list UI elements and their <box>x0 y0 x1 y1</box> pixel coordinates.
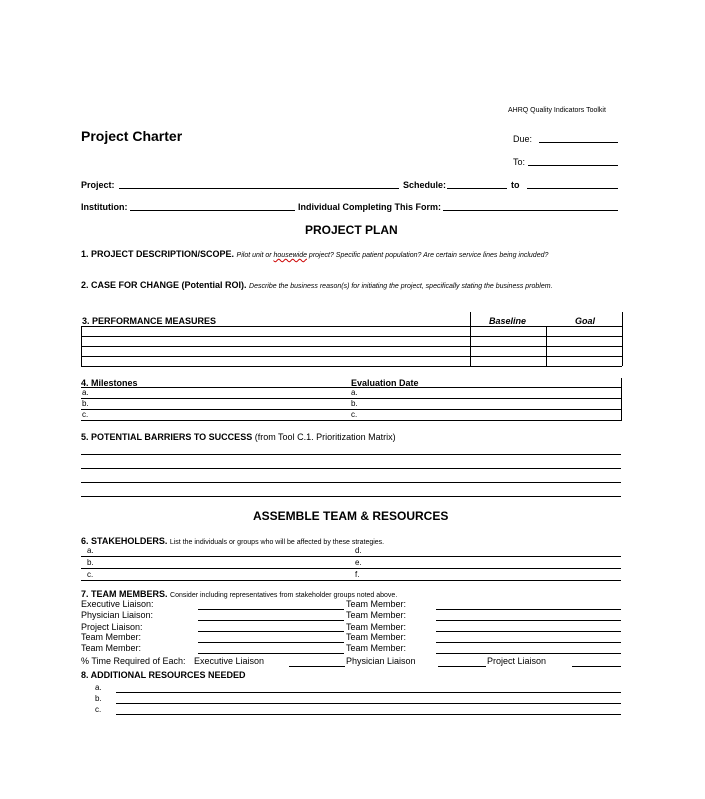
to-label: To: <box>513 157 526 167</box>
schedule-end-field[interactable] <box>527 188 618 189</box>
stakeholder-f: f. <box>355 570 360 579</box>
resource-field[interactable] <box>116 703 621 704</box>
section-7-desc: Consider including representatives from stakeholder groups noted above. <box>170 592 398 599</box>
barriers-line[interactable] <box>81 454 621 455</box>
resource-field[interactable] <box>116 714 621 715</box>
stakeholder-e: e. <box>355 558 362 567</box>
team-left-field[interactable] <box>198 609 344 610</box>
section-5 <box>81 432 396 442</box>
team-right-1: Team Member: <box>346 610 407 620</box>
due-label: Due: <box>513 134 533 144</box>
team-right-4: Team Member: <box>346 643 407 653</box>
individual-label: Individual Completing This Form: <box>298 202 441 212</box>
section-2-desc: Describe the business reason(s) for initiating the project, specifically stating the business problem. <box>249 283 553 290</box>
schedule-start-field[interactable] <box>447 188 507 189</box>
team-left-field[interactable] <box>198 653 344 654</box>
stakeholder-b: b. <box>87 558 94 567</box>
time-proj-field[interactable] <box>572 666 621 667</box>
section-6 <box>81 536 384 546</box>
team-left-field[interactable] <box>198 642 344 643</box>
team-left-field[interactable] <box>198 620 344 621</box>
team-right-field[interactable] <box>436 631 621 632</box>
time-exec-field[interactable] <box>289 666 345 667</box>
section-5-desc: (from Tool C.1. Prioritization Matrix) <box>254 432 396 442</box>
milestone-row-b: b. <box>82 399 89 408</box>
section-6-label: 6. STAKEHOLDERS. <box>81 536 168 546</box>
section-4-label: 4. Milestones <box>81 378 138 388</box>
eval-row-c: c. <box>351 410 358 419</box>
section-8-label: 8. ADDITIONAL RESOURCES NEEDED <box>81 670 246 680</box>
stakeholder-a: a. <box>87 546 94 555</box>
to-field[interactable] <box>528 165 618 166</box>
team-left-field[interactable] <box>198 631 344 632</box>
institution-label: Institution: <box>81 202 128 212</box>
team-right-field[interactable] <box>436 653 621 654</box>
stakeholder-d: d. <box>355 546 362 555</box>
eval-row-b: b. <box>351 399 358 408</box>
project-label: Project: <box>81 180 115 190</box>
barriers-line[interactable] <box>81 482 621 483</box>
evaluation-date-header: Evaluation Date <box>351 378 419 388</box>
resource-c: c. <box>95 705 102 714</box>
goal-header: Goal <box>575 316 596 326</box>
team-left-3: Team Member: <box>81 632 142 642</box>
barriers-line[interactable] <box>81 496 621 497</box>
section-1-label: 1. PROJECT DESCRIPTION/SCOPE. <box>81 249 235 259</box>
team-right-3: Team Member: <box>346 632 407 642</box>
section-1 <box>81 249 548 259</box>
section-6-desc: List the individuals or groups who will be affected by these strategies. <box>169 539 385 546</box>
milestone-row-a: a. <box>82 388 89 397</box>
resource-b: b. <box>95 694 102 703</box>
time-exec-label: Executive Liaison <box>194 656 265 666</box>
team-left-4: Team Member: <box>81 643 142 653</box>
project-plan-heading: PROJECT PLAN <box>305 223 398 237</box>
team-right-field[interactable] <box>436 642 621 643</box>
time-proj-label: Project Liaison <box>487 656 547 666</box>
team-right-2: Team Member: <box>346 622 407 632</box>
milestone-row-c: c. <box>82 410 89 419</box>
schedule-to-label: to <box>511 180 520 190</box>
section-1-desc: Pilot unit or housewide project? Specific patient population? Are certain service lines being included? <box>236 252 549 259</box>
project-field[interactable] <box>119 188 399 189</box>
page-title: Project Charter <box>81 128 183 144</box>
team-right-field[interactable] <box>436 620 621 621</box>
time-required-label: % Time Required of Each: <box>81 656 186 666</box>
section-5-label: 5. POTENTIAL BARRIERS TO SUCCESS <box>81 432 253 442</box>
team-left-0: Executive Liaison: <box>81 599 154 609</box>
resource-field[interactable] <box>116 692 621 693</box>
resource-a: a. <box>95 683 102 692</box>
section-2-label: 2. CASE FOR CHANGE (Potential ROI). <box>81 280 247 290</box>
section-3-label: 3. PERFORMANCE MEASURES <box>82 316 217 326</box>
team-right-field[interactable] <box>436 609 621 610</box>
schedule-label: Schedule: <box>403 180 447 190</box>
section-7-label: 7. TEAM MEMBERS. <box>81 589 168 599</box>
eval-row-a: a. <box>351 388 358 397</box>
time-phys-label: Physician Liaison <box>346 656 416 666</box>
team-left-1: Physician Liaison: <box>81 610 154 620</box>
individual-field[interactable] <box>443 210 618 211</box>
time-phys-field[interactable] <box>438 666 486 667</box>
barriers-line[interactable] <box>81 468 621 469</box>
due-field[interactable] <box>539 142 618 143</box>
institution-field[interactable] <box>130 210 295 211</box>
baseline-header: Baseline <box>489 316 527 326</box>
toolkit-label: AHRQ Quality Indicators Toolkit <box>508 107 606 114</box>
team-right-0: Team Member: <box>346 599 407 609</box>
section-7 <box>81 589 397 599</box>
section-2 <box>81 280 553 290</box>
team-left-2: Project Liaison: <box>81 622 143 632</box>
assemble-heading: ASSEMBLE TEAM & RESOURCES <box>253 509 449 523</box>
stakeholder-c: c. <box>87 570 94 579</box>
